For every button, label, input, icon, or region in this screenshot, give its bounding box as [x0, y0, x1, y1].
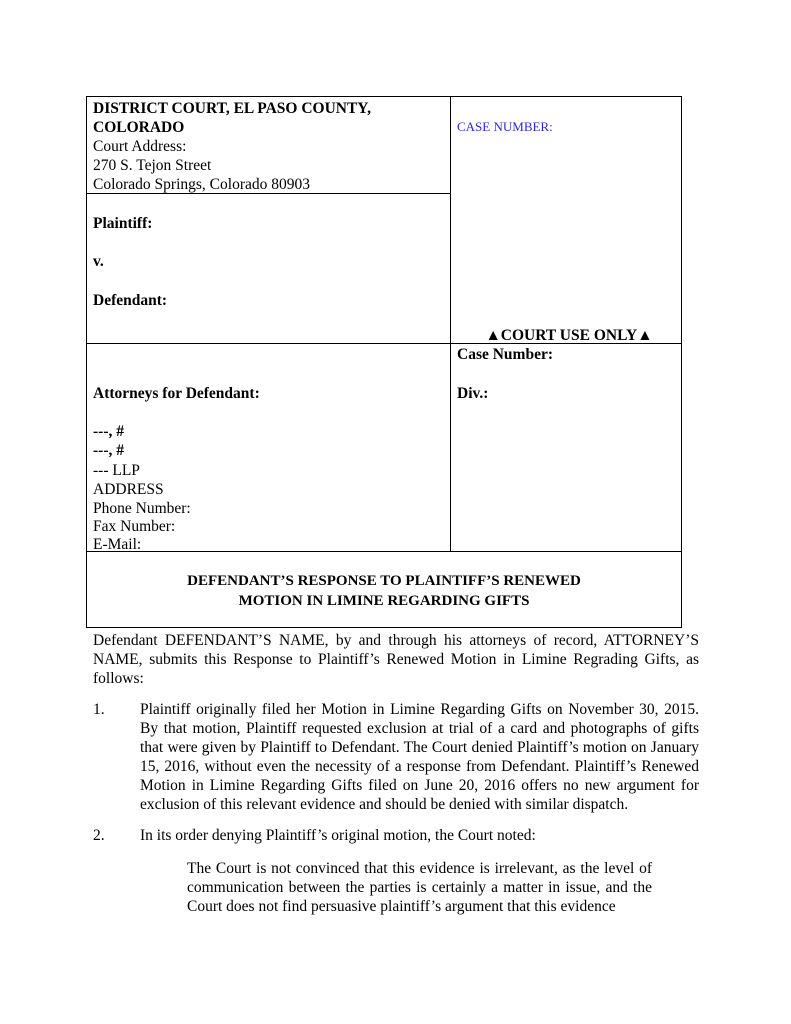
court-address-city: Colorado Springs, Colorado 80903 [93, 176, 310, 193]
email-label: E-Mail: [93, 536, 142, 553]
case-number-label: Case Number: [457, 346, 553, 363]
intro-paragraph: Defendant DEFENDANT’S NAME, by and through his attorneys of record, ATTORNEY’S NAME, submits this Response to Plaintiff’s Renewed Motion in Limine Regrading Gifts, as follows: [93, 632, 699, 687]
court-name-line1: DISTRICT COURT, EL PASO COUNTY, [93, 100, 371, 117]
plaintiff-label: Plaintiff: [93, 215, 153, 232]
court-address-street: 270 S. Tejon Street [93, 157, 212, 174]
case-caption-table [86, 96, 682, 628]
caption-divider-vertical [450, 97, 451, 551]
court-use-only: ▲COURT USE ONLY▲ [485, 327, 653, 344]
division-label: Div.: [457, 385, 489, 402]
block-quote: The Court is not convinced that this evidence is irrelevant, as the level of communication between the parties is certainly a matter in issue, and the Court does not find persuasive plaintiff’s argument that this evidence [187, 860, 652, 915]
attorney-1: ---, # [93, 423, 124, 440]
attorneys-for-label: Attorneys for Defendant: [93, 385, 260, 402]
item-2-text: In its order denying Plaintiff’s original motion, the Court noted: [140, 827, 536, 844]
document-title-line1: DEFENDANT’S RESPONSE TO PLAINTIFF’S RENEWED [187, 573, 581, 589]
document-title [87, 571, 681, 611]
document-title-line2: MOTION IN LIMINE REGARDING GIFTS [238, 593, 530, 609]
item-1-number: 1. [93, 701, 105, 718]
defendant-label: Defendant: [93, 292, 168, 309]
firm-address: ADDRESS [93, 481, 164, 498]
case-number-top: CASE NUMBER: [457, 119, 553, 134]
court-name-line2: COLORADO [93, 119, 185, 136]
phone-label: Phone Number: [93, 500, 191, 517]
firm-name: --- LLP [93, 462, 140, 479]
caption-divider-title [87, 551, 681, 552]
item-2-number: 2. [93, 827, 105, 844]
versus-label: v. [93, 253, 104, 270]
attorney-2: ---, # [93, 442, 124, 459]
fax-label: Fax Number: [93, 518, 176, 535]
court-address-label: Court Address: [93, 138, 187, 155]
item-1-text: Plaintiff originally filed her Motion in Limine Regarding Gifts on November 30, 2015. By that motion, Plaintiff requested exclusion at trial of a card and photographs of gifts that were given by Plaintiff to Defendant. The Court denied Plaintiff’s motion on January 15, 2016, without even the necessity of a response from Defendant. Plaintiff’s Renewed Motion in Limine Regarding Gifts filed on June 20, 2016 offers no new argument for exclusion of this relevant evidence and should be denied with similar dispatch. [140, 701, 699, 813]
